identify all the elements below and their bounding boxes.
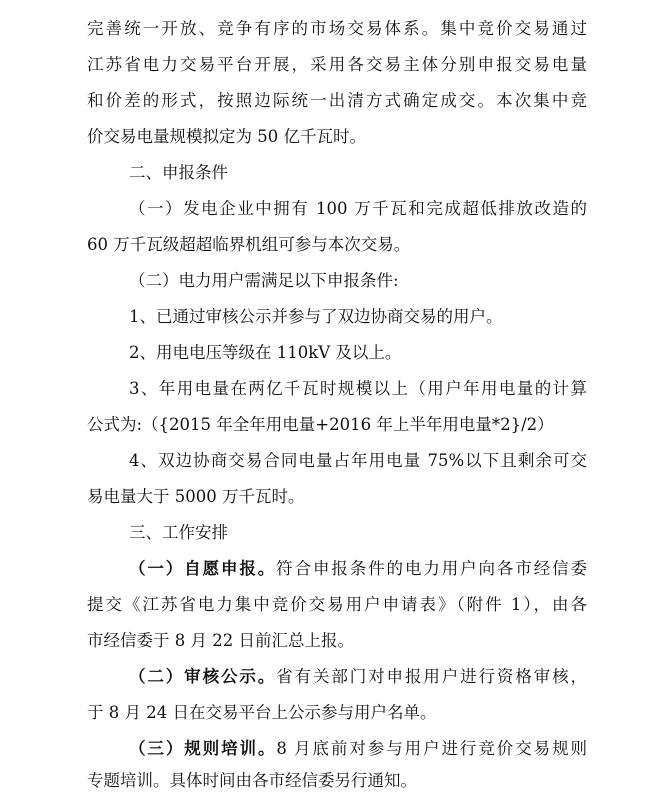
arrangement-item-title: （二）审核公示。 <box>129 667 277 686</box>
arrangement-item-continuation: 于 8 月 24 日在交易平台上公示参与用户名单。 <box>87 703 437 722</box>
condition-item: 3、年用电量在两亿千瓦时规模以上（用户年用电量的计算 <box>129 379 587 398</box>
arrangement-item <box>129 662 587 692</box>
arrangement-item-text: 省有关部门对申报用户进行资格审核， <box>276 667 588 686</box>
arrangement-item-title: （一）自愿申报。 <box>129 559 277 578</box>
list-item: （一）发电企业中拥有 100 万千瓦和完成超低排放改造的 <box>129 199 587 218</box>
condition-item-continuation: 公式为:（{2015 年全年用电量+2016 年上半年用电量*2}/2） <box>87 415 554 434</box>
section-heading-3: 三、工作安排 <box>129 523 228 542</box>
arrangement-item <box>129 734 587 764</box>
paragraph-line: 价交易电量规模拟定为 50 亿千瓦时。 <box>87 127 366 146</box>
arrangement-item-text: 8 月底前对参与用户进行竞价交易规则 <box>276 739 587 758</box>
arrangement-item-continuation: 市经信委于 8 月 22 日前汇总上报。 <box>87 631 354 650</box>
paragraph-line: 和价差的形式，按照边际统一出清方式确定成交。本次集中竞 <box>87 91 587 110</box>
paragraph-line: 完善统一开放、竞争有序的市场交易体系。集中竞价交易通过 <box>87 19 587 38</box>
arrangement-item-continuation: 提交《江苏省电力集中竞价交易用户申请表》（附件 1），由各 <box>87 595 587 614</box>
list-item-continuation: 60 万千瓦级超超临界机组可参与本次交易。 <box>87 235 411 254</box>
condition-item: 4、双边协商交易合同电量占年用电量 75%以下且剩余可交 <box>129 451 587 470</box>
list-item: （二）电力用户需满足以下申报条件: <box>129 271 399 290</box>
condition-item: 2、用电电压等级在 110kV 及以上。 <box>129 343 402 362</box>
paragraph-line: 江苏省电力交易平台开展，采用各交易主体分别申报交易电量 <box>87 55 587 74</box>
arrangement-item-title: （三）规则培训。 <box>129 739 277 758</box>
condition-item: 1、已通过审核公示并参与了双边协商交易的用户。 <box>129 307 503 326</box>
arrangement-item <box>129 554 587 584</box>
condition-item-continuation: 易电量大于 5000 万千瓦时。 <box>87 487 305 506</box>
arrangement-item-continuation: 专题培训。具体时间由各市经信委另行通知。 <box>87 771 417 790</box>
arrangement-item-text: 符合申报条件的电力用户向各市经信委 <box>276 559 588 578</box>
section-heading-2: 二、申报条件 <box>129 163 228 182</box>
